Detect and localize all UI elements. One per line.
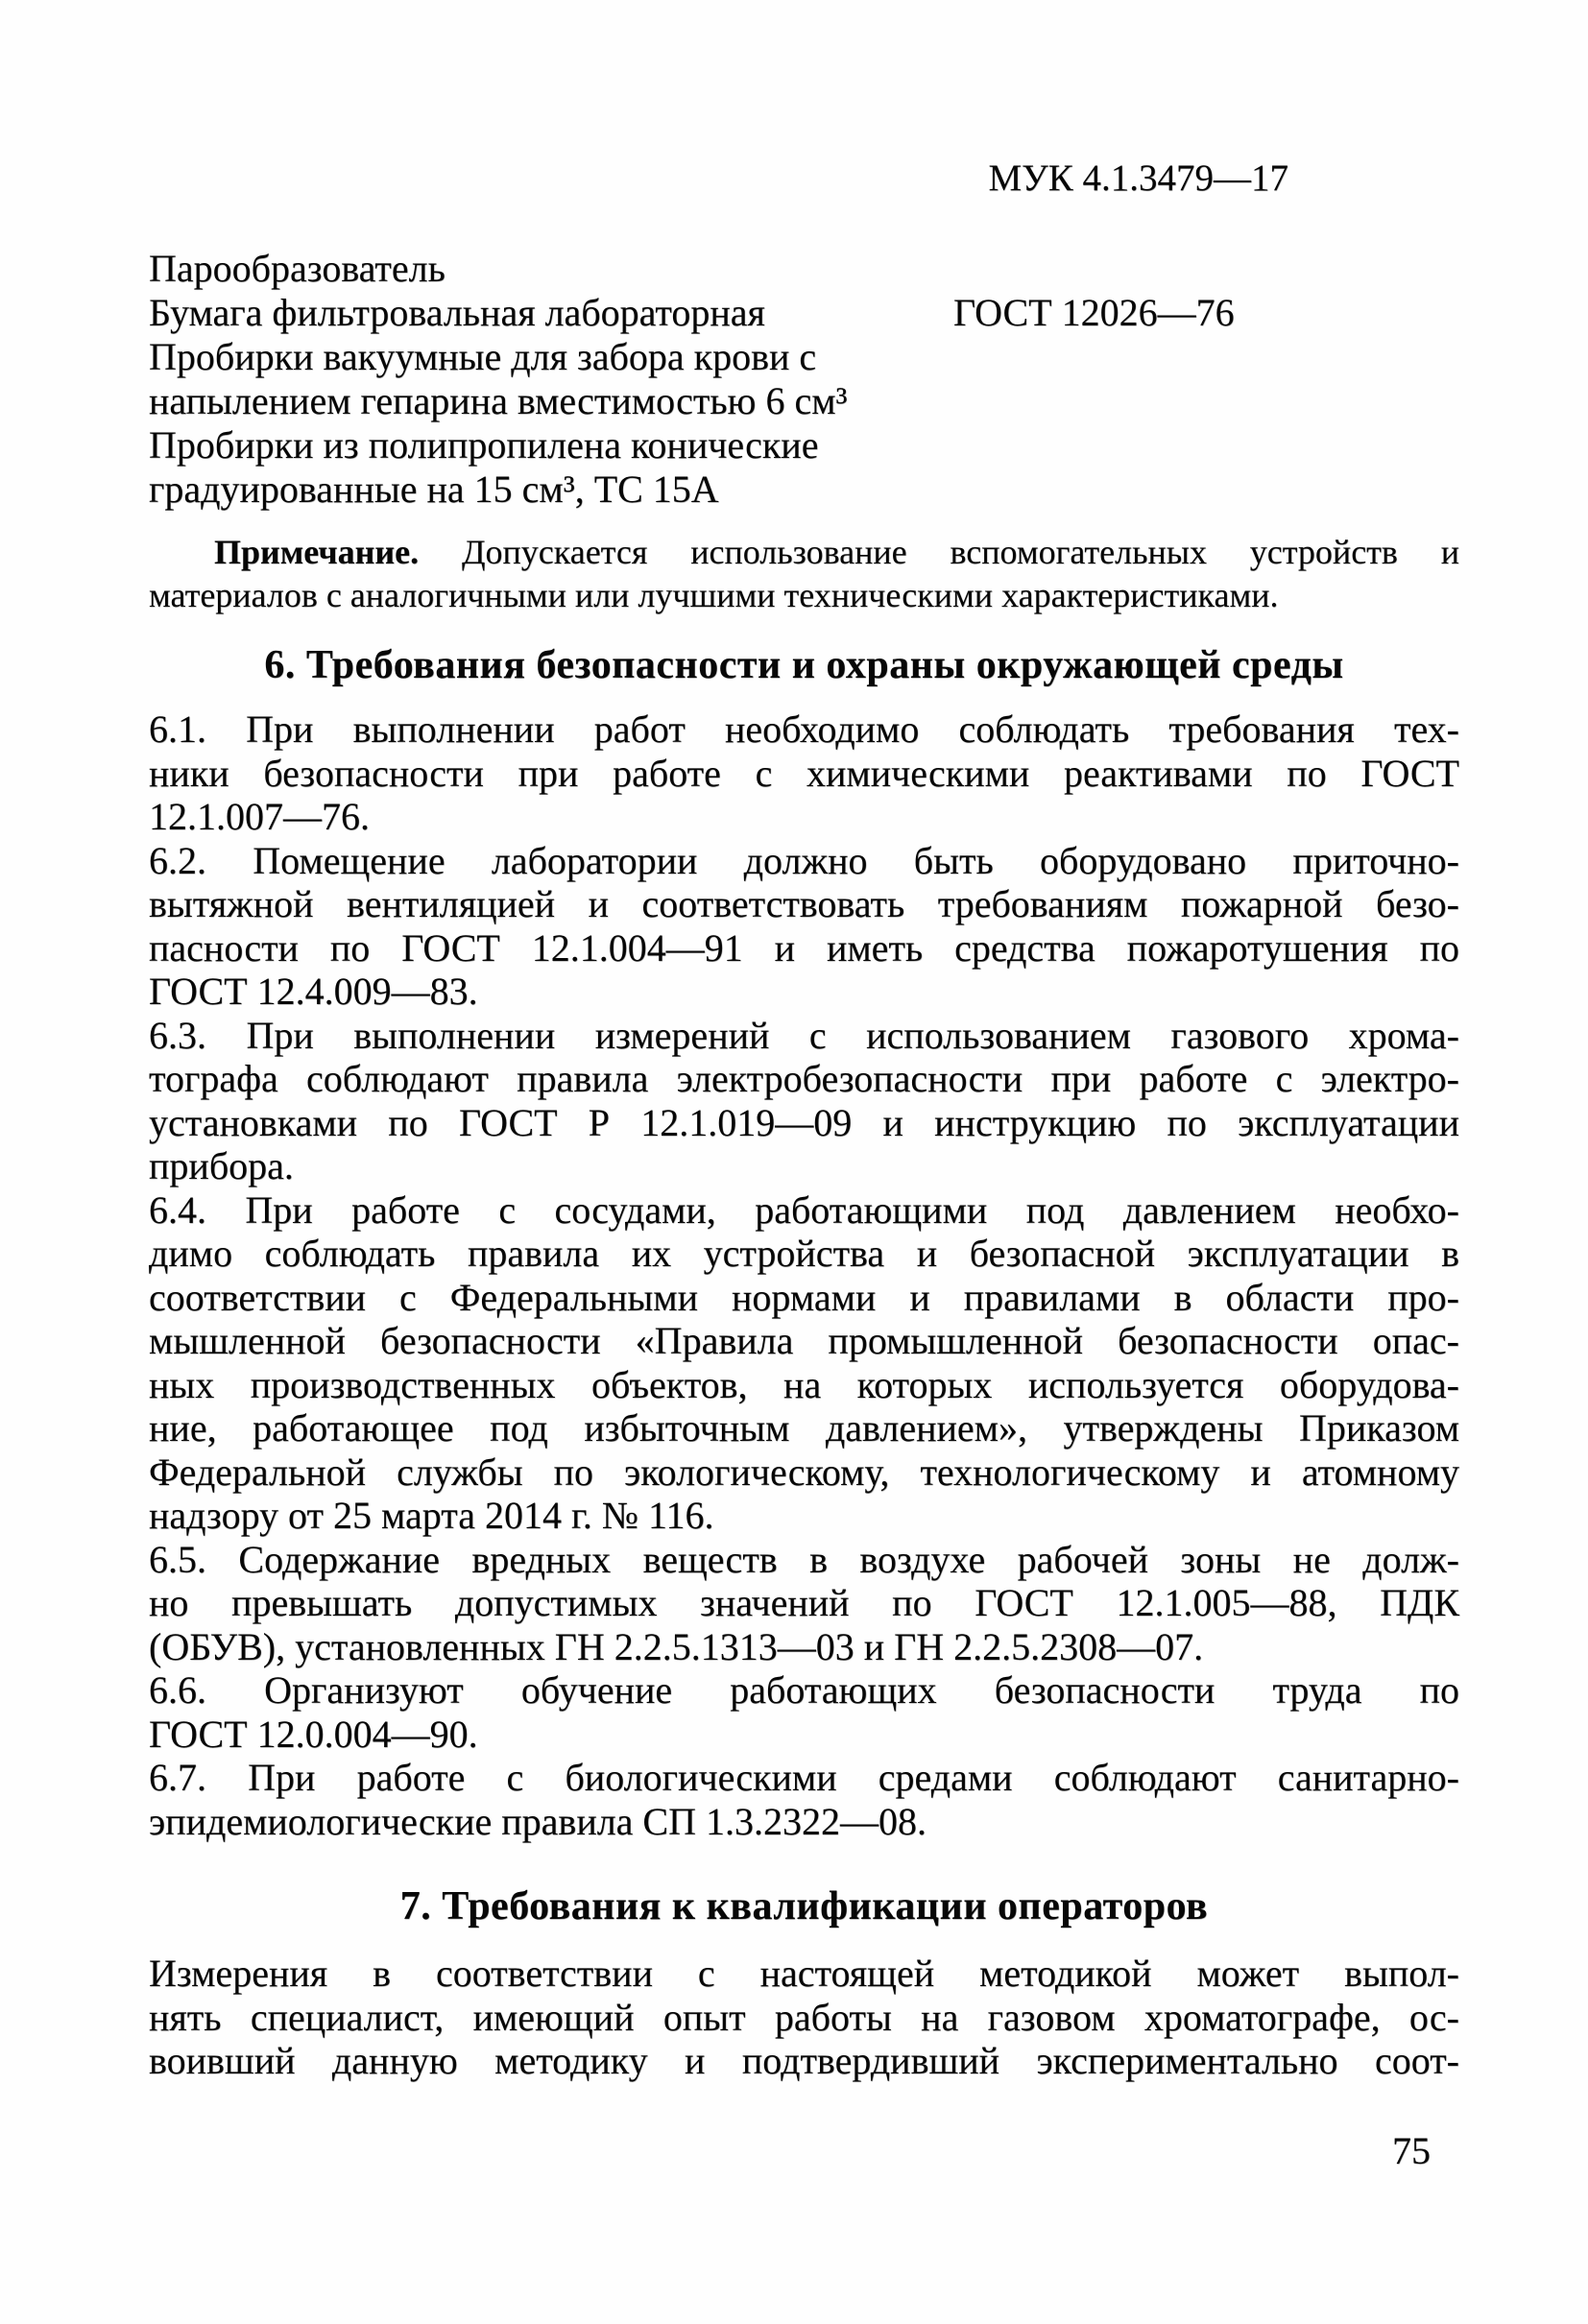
- text-line: вытяжной вентиляцией и соответствовать требованиям пожарной безо-: [149, 882, 1459, 925]
- para-7-intro: [149, 1952, 1459, 2083]
- text-line: (ОБУВ), установленных ГН 2.2.5.1313—03 и ГН 2.2.5.2308—07.: [149, 1624, 1204, 1668]
- equipment-list: [149, 247, 1459, 512]
- text-line: 6.2. Помещение лаборатории должно быть оборудовано приточно-: [149, 838, 1459, 882]
- text-line: 6.7. При работе с биологическими средами соблюдают санитарно-: [149, 1756, 1459, 1799]
- equipment-row: [149, 379, 1459, 423]
- section-6-body: [149, 707, 1459, 1843]
- text-line: соответствии с Федеральными нормами и правилами в области про-: [149, 1275, 1459, 1319]
- text-line: ние, работающее под избыточным давлением», утверждены Приказом: [149, 1406, 1459, 1450]
- note-text: Допускается использование вспомогательных устройств и: [419, 533, 1459, 571]
- equipment-row: [149, 335, 1459, 379]
- text-line: 6.4. При работе с сосудами, работающими под давлением необхо-: [149, 1187, 1459, 1232]
- section-7-heading: 7. Требования к квалификации операторов: [399, 1884, 1209, 1929]
- equipment-standard: ГОСТ 12026—76: [953, 291, 1235, 334]
- text-line: ГОСТ 12.4.009—83.: [149, 970, 478, 1013]
- para-6-5: [149, 1538, 1459, 1669]
- text-line: ных производственных объектов, на которых используется оборудова-: [149, 1362, 1459, 1406]
- note-line-2: материалов с аналогичными или лучшими техническими характеристиками.: [149, 576, 1279, 614]
- equipment-row: [149, 247, 1459, 291]
- text-line: нять специалист, имеющий опыт работы на газовом хроматографе, ос-: [149, 1995, 1459, 2039]
- equipment-name: напылением гепарина вместимостью 6 см³: [149, 379, 848, 422]
- section-6-heading: 6. Требования безопасности и охраны окружающей среды: [264, 643, 1344, 687]
- equipment-name: Пробирки из полипропилена конические: [149, 423, 819, 467]
- equipment-name: градуированные на 15 см³, ТС 15А: [149, 467, 719, 511]
- para-6-6: [149, 1668, 1459, 1756]
- text-line: установками по ГОСТ Р 12.1.019—09 и инструкцию по эксплуатации: [149, 1100, 1459, 1144]
- text-line: ники безопасности при работе с химическими реактивами по ГОСТ: [149, 751, 1459, 795]
- para-6-7: [149, 1756, 1459, 1843]
- equipment-row: [149, 467, 1459, 512]
- text-line: но превышать допустимых значений по ГОСТ 12.1.005—88, ПДК: [149, 1581, 1459, 1624]
- text-line: пасности по ГОСТ 12.1.004—91 и иметь средства пожаротушения по: [149, 925, 1459, 970]
- text-line: Измерения в соответствии с настоящей методикой может выпол-: [149, 1952, 1459, 1995]
- note-block: [149, 531, 1459, 617]
- para-6-1: [149, 707, 1459, 839]
- text-line: 6.3. При выполнении измерений с использованием газового хрома-: [149, 1013, 1459, 1057]
- equipment-row: [149, 291, 1459, 335]
- text-line: 6.6. Организуют обучение работающих безопасности труда по: [149, 1668, 1459, 1712]
- document-ref-header: МУК 4.1.3479—17: [988, 157, 1288, 199]
- text-line: мышленной безопасности «Правила промышленной безопасности опас-: [149, 1319, 1459, 1362]
- text-line: тографа соблюдают правила электробезопасности при работе с электро-: [149, 1057, 1459, 1100]
- text-line: воивший данную методику и подтвердивший экспериментально соот-: [149, 2039, 1459, 2082]
- text-line: ГОСТ 12.0.004—90.: [149, 1712, 478, 1756]
- para-6-3: [149, 1014, 1459, 1188]
- text-line: эпидемиологические правила СП 1.3.2322—08.: [149, 1799, 926, 1843]
- para-6-2: [149, 839, 1459, 1014]
- text-line: 6.5. Содержание вредных веществ в воздухе рабочей зоны не долж-: [149, 1537, 1459, 1581]
- text-line: прибора.: [149, 1144, 294, 1187]
- equipment-name: Парообразователь: [149, 247, 445, 290]
- note-line-1: [149, 531, 1459, 574]
- note-label: Примечание.: [214, 533, 420, 571]
- text-line: 6.1. При выполнении работ необходимо соблюдать требования тех-: [149, 707, 1459, 751]
- para-6-4: [149, 1188, 1459, 1538]
- equipment-name: Пробирки вакуумные для забора крови с: [149, 335, 817, 378]
- text-line: 12.1.007—76.: [149, 795, 370, 838]
- equipment-name: Бумага фильтровальная лабораторная: [149, 291, 765, 334]
- text-line: Федеральной службы по экологическому, технологическому и атомному: [149, 1450, 1459, 1494]
- equipment-row: [149, 423, 1459, 467]
- text-line: димо соблюдать правила их устройства и безопасной эксплуатации в: [149, 1232, 1459, 1275]
- text-line: надзору от 25 марта 2014 г. № 116.: [149, 1494, 714, 1537]
- page-number: 75: [1392, 2128, 1431, 2172]
